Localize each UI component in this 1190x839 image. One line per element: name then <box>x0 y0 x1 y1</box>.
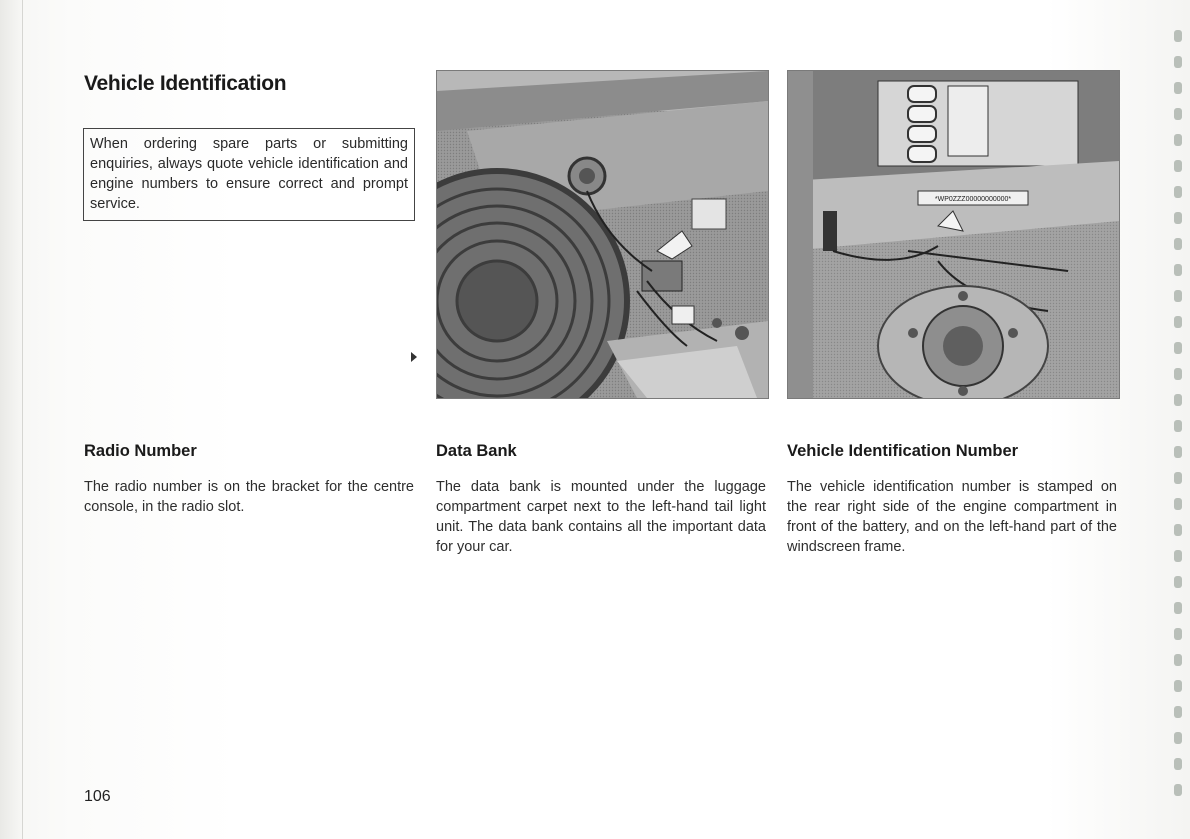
binding-ring <box>1174 524 1182 536</box>
data-bank-section <box>436 442 766 557</box>
binding-ring <box>1174 134 1182 146</box>
binding-ring <box>1174 472 1182 484</box>
page-binding-edge <box>0 0 23 839</box>
binding-ring <box>1174 368 1182 380</box>
binding-ring <box>1174 186 1182 198</box>
ring-binding <box>1160 30 1190 810</box>
binding-ring <box>1174 654 1182 666</box>
binding-ring <box>1174 706 1182 718</box>
binding-ring <box>1174 576 1182 588</box>
binding-ring <box>1174 82 1182 94</box>
page-number: 106 <box>84 788 111 805</box>
binding-ring <box>1174 732 1182 744</box>
binding-ring <box>1174 290 1182 302</box>
binding-ring <box>1174 160 1182 172</box>
binding-ring <box>1174 264 1182 276</box>
binding-ring <box>1174 498 1182 510</box>
binding-ring <box>1174 446 1182 458</box>
binding-ring <box>1174 602 1182 614</box>
binding-ring <box>1174 680 1182 692</box>
binding-ring <box>1174 784 1182 796</box>
binding-ring <box>1174 238 1182 250</box>
data-bank-heading: Data Bank <box>436 442 517 460</box>
binding-ring <box>1174 550 1182 562</box>
binding-ring <box>1174 342 1182 354</box>
binding-ring <box>1174 108 1182 120</box>
radio-number-heading: Radio Number <box>84 442 197 460</box>
continue-arrow-icon <box>411 352 417 362</box>
vin-section <box>787 442 1117 557</box>
binding-ring <box>1174 394 1182 406</box>
binding-ring <box>1174 56 1182 68</box>
data-bank-photo <box>436 70 769 399</box>
binding-ring <box>1174 758 1182 770</box>
binding-ring <box>1174 420 1182 432</box>
page-title: Vehicle Identification <box>84 72 287 95</box>
binding-ring <box>1174 212 1182 224</box>
radio-number-section <box>84 442 414 517</box>
vin-text: The vehicle identification number is stamped on the rear right side of the engine compartment in front of the battery, and on the left-hand part of the windscreen frame. <box>787 479 1117 555</box>
binding-ring <box>1174 628 1182 640</box>
vin-plate-text: *WP0ZZZ00000000000* <box>934 196 1012 203</box>
vin-heading: Vehicle Identification Number <box>787 442 1019 460</box>
data-bank-text: The data bank is mounted under the luggage compartment carpet next to the left-hand tail light unit. The data bank contains all the important data for your car. <box>436 479 766 555</box>
binding-ring <box>1174 30 1182 42</box>
binding-ring <box>1174 316 1182 328</box>
notice-box: When ordering spare parts or submitting enquiries, always quote vehicle identification and engine numbers to ensure correct and prompt service. <box>83 128 415 221</box>
radio-number-text: The radio number is on the bracket for the centre console, in the radio slot. <box>84 479 414 515</box>
vin-engine-bay-photo <box>787 70 1120 399</box>
